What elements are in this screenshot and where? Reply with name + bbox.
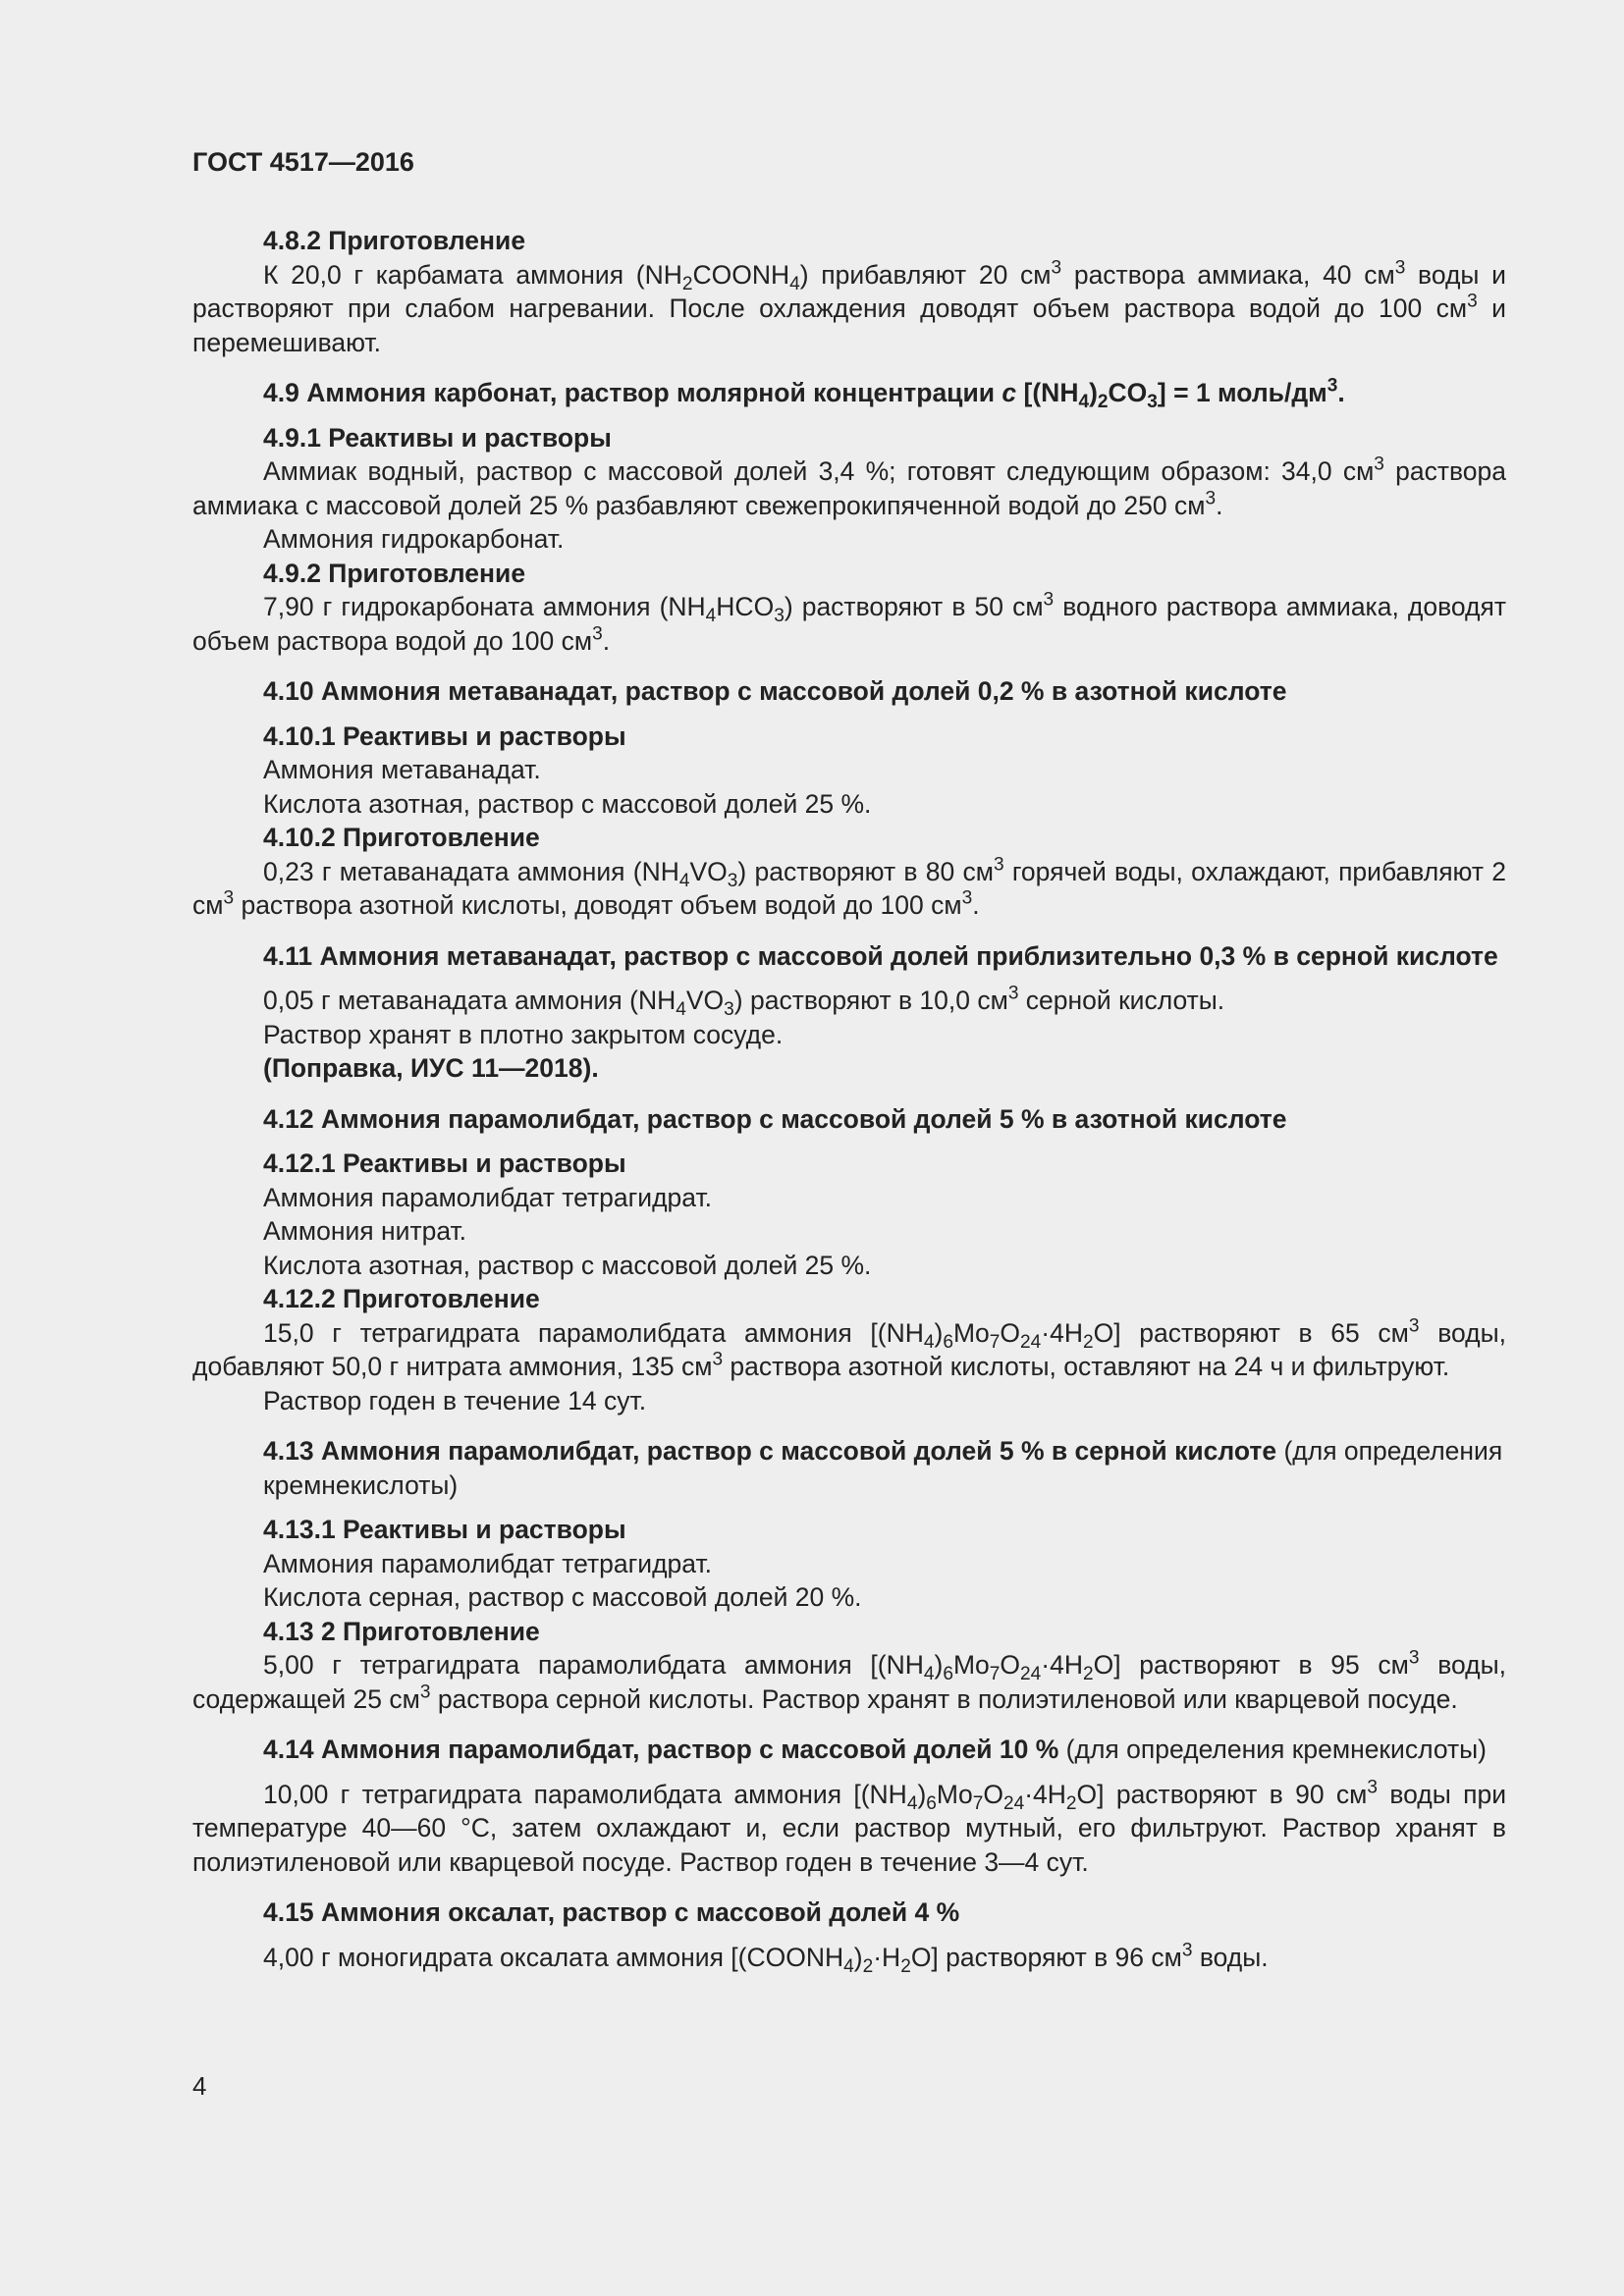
paragraph-4-13-2: 5,00 г тетрагидрата парамолибдата аммония $[(NH_4)_6Mo_7O_{24}\cdot 4H_2O]$ растворяют в 95 $см^3$ воды, содержащей 25 $см^3$ раствора серной кислоты. Раствор хранят в полиэтиленовой или кварцевой посуде. [192, 1647, 1506, 1714]
paragraph-4-11: 0,05 г метаванадата аммония $(NH_4VO_3)$ растворяют в 10,0 $см^3$ серной кислоты. [263, 983, 1225, 1021]
section-heading-4-10: 4.10 Аммония метаванадат, раствор с массовой долей 0,2 % в азотной кислоте [263, 676, 1287, 706]
section-heading-4-8-2: 4.8.2 Приготовление [263, 226, 526, 255]
paragraph-4-15: 4,00 г моногидрата оксалата аммония $[(COONH_4)_2\cdot H_2O]$ растворяют в 96 $см^3$ воды. [263, 1940, 1269, 1977]
section-heading-4-13-line2: кремнекислоты) [263, 1469, 459, 1500]
section-heading-4-11: 4.11 Аммония метаванадат, раствор с массовой долей приблизительно 0,3 % в серной кислоте [263, 940, 1498, 971]
paragraph-4-9-1-line2: Аммония гидрокарбонат. [263, 524, 565, 554]
page-number: 4 [192, 2071, 207, 2101]
amendment-note: (Поправка, ИУС 11—2018). [263, 1053, 599, 1083]
section-heading-4-10-1: 4.10.1 Реактивы и растворы [263, 721, 626, 751]
section-heading-4-9-2: 4.9.2 Приготовление [263, 558, 526, 588]
section-heading-4-14: 4.14 Аммония парамолибдат, раствор с массовой долей 10 % (для определения кремнекислоты) [263, 1735, 1488, 1764]
paragraph-4-10-1-line1: Аммония метаванадат. [263, 755, 541, 784]
paragraph-4-14: 10,00 г тетрагидрата парамолибдата аммония $[(NH_4)_6Mo_7O_{24}\cdot 4H_2O]$ растворяют в 90 $см^3$ воды при температуре 40—60 °С, затем охлаждают и, если раствор мутный, его фильтруют. Раствор хранят в полиэтиленовой или кварцевой посуде. Раствор годен в течение 3—4 сут. [192, 1777, 1506, 1877]
section-heading-4-13-1: 4.13.1 Реактивы и растворы [263, 1515, 626, 1544]
paragraph-4-10-2: 0,23 г метаванадата аммония $(NH_4VO_3)$ растворяют в 80 $см^3$ горячей воды, охлаждают, прибавляют 2 $см^3$ раствора азотной кислоты, доводят объем водой до 100 $см^3$. [192, 854, 1506, 920]
section-heading-4-12: 4.12 Аммония парамолибдат, раствор с массовой долей 5 % в азотной кислоте [263, 1103, 1287, 1134]
section-heading-4-12-1: 4.12.1 Реактивы и растворы [263, 1148, 626, 1178]
paragraph-4-9-2: 7,90 г гидрокарбоната аммония $(NH_4HCO_3)$ растворяют в 50 $см^3$ водного раствора аммиака, доводят объем раствора водой до 100 $см^3$. [192, 589, 1506, 656]
paragraph-4-9-1: Аммиак водный, раствор с массовой долей 3,4 %; готовят следующим образом: 34,0 $см^3$ раствора аммиака с массовой долей 25 % разбавляют свежепрокипяченной водой до 250 $см^3$. [192, 454, 1506, 520]
section-heading-4-13: 4.13 Аммония парамолибдат, раствор с массовой долей 5 % в серной кислоте (для определения [263, 1436, 1503, 1466]
paragraph-4-11-line2: Раствор хранят в плотно закрытом сосуде. [263, 1019, 784, 1049]
document-body [192, 224, 1506, 1977]
paragraph-4-13-1-line1: Аммония парамолибдат тетрагидрат. [263, 1548, 713, 1578]
section-heading-4-9-1: 4.9.1 Реактивы и растворы [263, 422, 612, 453]
section-heading-4-13-2: 4.13 2 Приготовление [263, 1616, 540, 1646]
section-heading-4-15: 4.15 Аммония оксалат, раствор с массовой долей 4 % [263, 1897, 960, 1927]
paragraph-4-8-2: К 20,0 г карбамата аммония $(NH_2COONH_4)$ прибавляют 20 $см^3$ раствора аммиака, 40 $см^3$ воды и растворяют при слабом нагревании. После охлаждения доводят объем раствора водой до 100 $см^3$ и перемешивают. [192, 257, 1506, 357]
paragraph-4-12-1-line3: Кислота азотная, раствор с массовой долей 25 %. [263, 1250, 872, 1280]
section-heading-4-12-2: 4.12.2 Приготовление [263, 1284, 540, 1313]
paragraph-4-10-1-line2: Кислота азотная, раствор с массовой долей 25 %. [263, 788, 872, 819]
paragraph-4-12-2: 15,0 г тетрагидрата парамолибдата аммония $[(NH_4)_6Mo_7O_{24}\cdot 4H_2O]$ растворяют в 65 $см^3$ воды, добавляют 50,0 г нитрата аммония, 135 $см^3$ раствора азотной кислоты, оставляют на 24 ч и фильтруют. [192, 1315, 1506, 1381]
section-heading-4-9: 4.9 Аммония карбонат, раствор молярной концентрации c $[(NH_4)_2CO_3] = 1$ моль/$дм^3$. [263, 375, 1345, 413]
paragraph-4-12-1-line1: Аммония парамолибдат тетрагидрат. [263, 1182, 713, 1212]
paragraph-4-12-1-line2: Аммония нитрат. [263, 1216, 467, 1246]
section-heading-4-10-2: 4.10.2 Приготовление [263, 823, 540, 852]
page-header-title: ГОСТ 4517—2016 [192, 147, 414, 177]
paragraph-4-12-2-line2: Раствор годен в течение 14 сут. [263, 1385, 647, 1415]
paragraph-4-13-1-line2: Кислота серная, раствор с массовой долей 20 %. [263, 1582, 862, 1612]
